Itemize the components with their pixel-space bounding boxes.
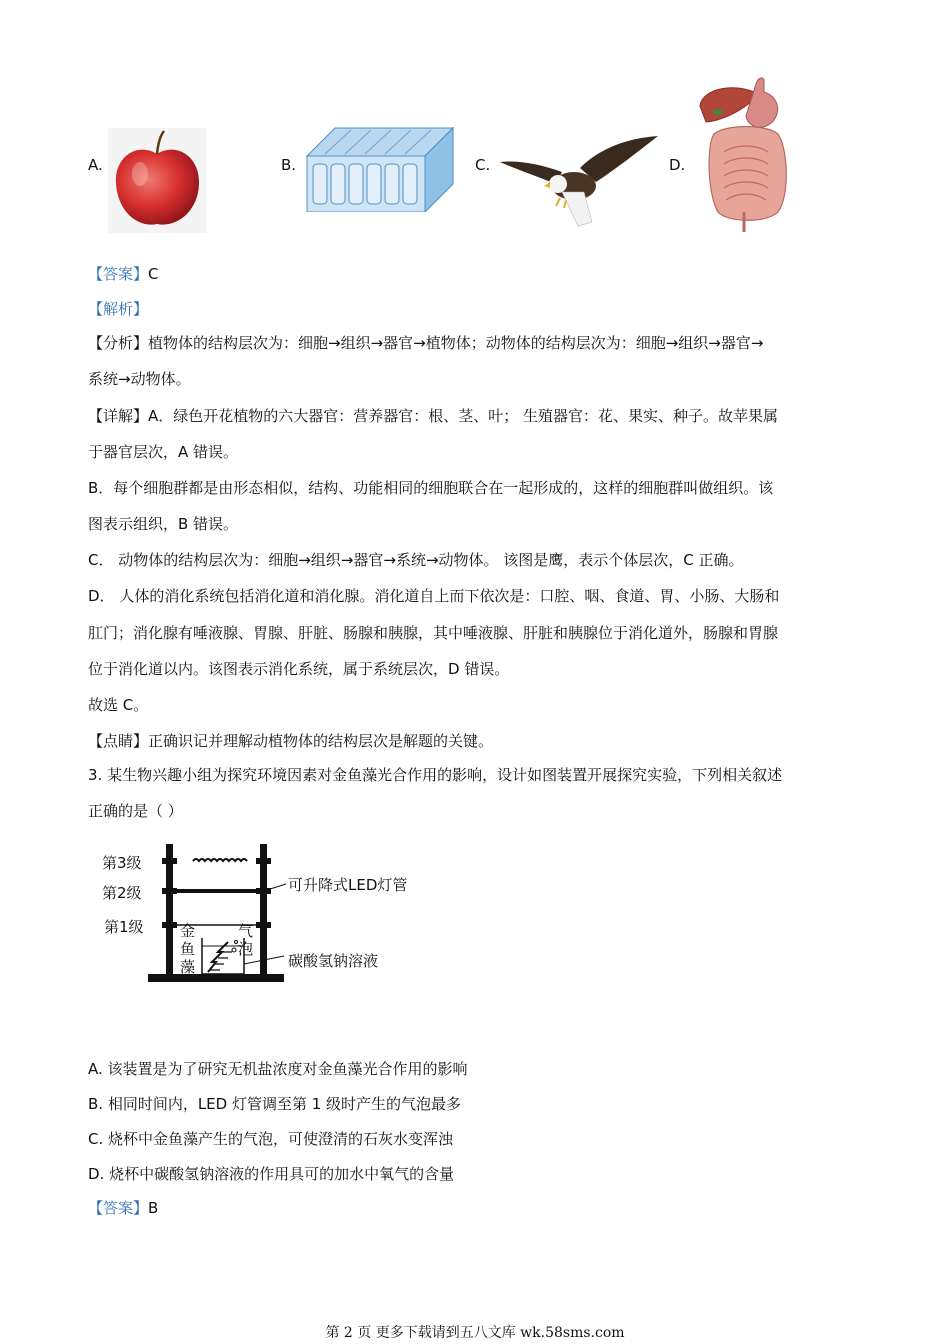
text-line: 位于消化道以内。该图表示消化系统，属于系统层次，D 错误。 bbox=[88, 660, 510, 678]
answer-value: B bbox=[148, 1199, 159, 1217]
led-label: 可升降式LED灯管 bbox=[288, 876, 408, 894]
answer-line-1 bbox=[88, 263, 159, 285]
text-line: C． 动物体的结构层次为：细胞→组织→器官→系统→动物体。 该图是鹰，表示个体层次，C 正确。 bbox=[88, 551, 744, 569]
level-3-label: 第3级 bbox=[102, 854, 142, 872]
analysis-tag: 【解析】 bbox=[88, 300, 149, 318]
question-3-line-2: 正确的是（ ） bbox=[88, 802, 183, 820]
option-a-label: A. bbox=[88, 156, 103, 174]
answer-tag: 【答案】 bbox=[88, 1199, 149, 1217]
led-tube bbox=[177, 889, 260, 893]
text-line: 肛门；消化腺有唾液腺、胃腺、肝脏、肠腺和胰腺，其中唾液腺、肝脏和胰腺位于消化道外，肠腺和胃腺 bbox=[88, 624, 779, 642]
option-b-label: B. bbox=[281, 156, 297, 174]
plant-label-char-2: 鱼 bbox=[180, 940, 196, 958]
answer-value: C bbox=[148, 265, 159, 283]
answer-tag: 【答案】 bbox=[88, 265, 149, 283]
option-d-label: D. bbox=[669, 156, 686, 174]
solution-label: 碳酸氢钠溶液 bbox=[288, 952, 379, 970]
choice-d: D. 烧杯中碳酸氢钠溶液的作用具可的加水中氧气的含量 bbox=[88, 1165, 455, 1183]
experiment-figure bbox=[98, 838, 438, 990]
plant-label-char-3: 藻 bbox=[180, 958, 196, 976]
text-line: B．每个细胞群都是由形态相似，结构、功能相同的细胞联合在一起形成的，这样的细胞群叫做组织。该 bbox=[88, 479, 774, 497]
text-line: D． 人体的消化系统包括消化道和消化腺。消化道自上而下依次是：口腔、咽、食道、胃、小肠、大肠和 bbox=[88, 587, 780, 605]
question-3-line-1: 3. 某生物兴趣小组为探究环境因素对金鱼藻光合作用的影响，设计如图装置开展探究实验，下列相关叙述 bbox=[88, 766, 783, 784]
eagle-image bbox=[500, 134, 660, 234]
plant-label-char-1: 金 bbox=[180, 922, 196, 940]
level-2-label: 第2级 bbox=[102, 884, 142, 902]
text-line: 【分析】植物体的结构层次为：细胞→组织→器官→植物体；动物体的结构层次为：细胞→组织→器官→ bbox=[88, 334, 764, 352]
text-line: 【点睛】正确识记并理解动植物体的结构层次是解题的关键。 bbox=[88, 732, 494, 750]
choice-c: C. 烧杯中金鱼藻产生的气泡，可使澄清的石灰水变浑浊 bbox=[88, 1130, 454, 1148]
apple-image bbox=[108, 128, 206, 233]
level-1-label: 第1级 bbox=[104, 918, 144, 936]
text-line: 图表示组织，B 错误。 bbox=[88, 515, 239, 533]
text-line: 故选 C。 bbox=[88, 696, 149, 714]
tissue-image bbox=[305, 126, 455, 212]
page-footer: 第 2 页 更多下载请到五八文库 wk.58sms.com bbox=[325, 1325, 625, 1341]
bubble-label-char-1: 气 bbox=[238, 922, 254, 940]
bubble-label-char-2: 泡 bbox=[238, 940, 254, 958]
choice-b: B. 相同时间内，LED 灯管调至第 1 级时产生的气泡最多 bbox=[88, 1095, 462, 1113]
digestive-system-image bbox=[696, 76, 796, 234]
text-line: 【详解】A．绿色开花植物的六大器官：营养器官：根、茎、叶； 生殖器官：花、果实、种子。故苹果属 bbox=[88, 407, 779, 425]
answer-line-2 bbox=[88, 1197, 158, 1219]
option-c-label: C. bbox=[475, 156, 491, 174]
text-line: 系统→动物体。 bbox=[88, 370, 191, 388]
level-3-lamp bbox=[193, 859, 247, 861]
choice-a: A. 该装置是为了研究无机盐浓度对金鱼藻光合作用的影响 bbox=[88, 1060, 468, 1078]
text-line: 于器官层次，A 错误。 bbox=[88, 443, 239, 461]
